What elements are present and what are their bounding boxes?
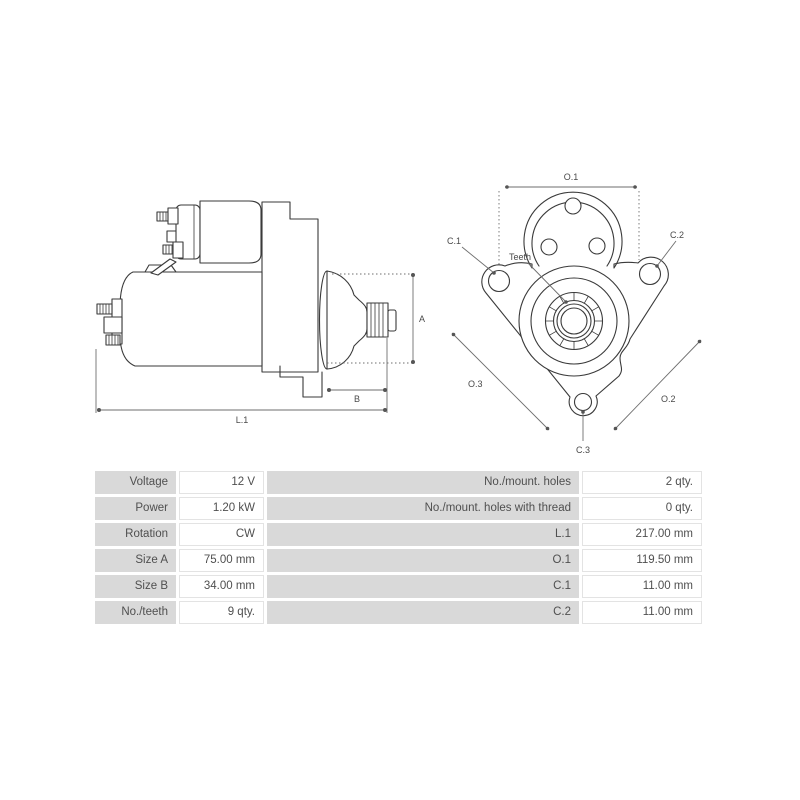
- dim-label-a: A: [419, 314, 426, 324]
- dim-label-c2: C.2: [670, 230, 685, 240]
- center-boss-outer: [519, 266, 629, 376]
- dim-label-o2: O.2: [661, 394, 676, 404]
- starter-front-view-drawing: [440, 150, 720, 460]
- dim-label-c3: C.3: [575, 445, 591, 455]
- dim-c1-leader: [462, 247, 494, 273]
- starter-side-view-drawing: [75, 190, 440, 435]
- spec-value-cell: 11.00 mm: [582, 601, 702, 624]
- spec-label-cell: Size A: [95, 549, 176, 572]
- spec-label-cell: C.2: [267, 601, 579, 624]
- teeth-callout-label: Teeth: [509, 252, 532, 262]
- pinion-shaft-cap: [388, 310, 396, 331]
- spec-value-cell: 9 qty.: [179, 601, 264, 624]
- terminal-stud-lower: [163, 245, 173, 254]
- drive-housing-outline: [262, 202, 318, 372]
- solenoid-body: [200, 201, 261, 263]
- spec-table: [95, 471, 702, 624]
- spec-value-cell: 119.50 mm: [582, 549, 702, 572]
- spec-value-cell: 1.20 kW: [179, 497, 264, 520]
- spec-value-cell: 12 V: [179, 471, 264, 494]
- end-cap-block: [104, 317, 122, 333]
- spec-label-cell: Voltage: [95, 471, 176, 494]
- dim-c2-leader: [657, 241, 676, 266]
- arch-top-boss: [565, 198, 581, 214]
- spec-label-cell: L.1: [267, 523, 579, 546]
- dim-label-o1: O.1: [563, 172, 579, 182]
- dim-label-l1: L.1: [235, 415, 249, 425]
- dim-o2-line: [614, 340, 701, 430]
- dim-label-o3: O.3: [468, 379, 483, 389]
- spec-label-cell: Power: [95, 497, 176, 520]
- spec-value-cell: 11.00 mm: [582, 575, 702, 598]
- terminal-nut-upper: [168, 208, 178, 224]
- spec-label-cell: Rotation: [95, 523, 176, 546]
- spec-value-cell: CW: [179, 523, 264, 546]
- spec-label-cell: O.1: [267, 549, 579, 572]
- spec-label-cell: No./mount. holes: [267, 471, 579, 494]
- spec-label-cell: Size B: [95, 575, 176, 598]
- spec-label-cell: No./mount. holes with thread: [267, 497, 579, 520]
- pinion-gear: [367, 303, 388, 337]
- spec-label-cell: C.1: [267, 575, 579, 598]
- spec-label-cell: No./teeth: [95, 601, 176, 624]
- terminal-nut-lower: [173, 242, 183, 258]
- end-stud-upper: [97, 304, 112, 314]
- spec-value-cell: 217.00 mm: [582, 523, 702, 546]
- spec-value-cell: 75.00 mm: [179, 549, 264, 572]
- arch-left-boss: [541, 239, 557, 255]
- dim-label-c1: C.1: [447, 236, 462, 246]
- spec-value-cell: 34.00 mm: [179, 575, 264, 598]
- motor-body-outline: [120, 272, 262, 366]
- dim-label-b: B: [353, 394, 361, 404]
- arch-right-boss: [589, 238, 605, 254]
- drive-end-dome: [327, 271, 367, 369]
- spec-value-cell: 2 qty.: [582, 471, 702, 494]
- spec-value-cell: 0 qty.: [582, 497, 702, 520]
